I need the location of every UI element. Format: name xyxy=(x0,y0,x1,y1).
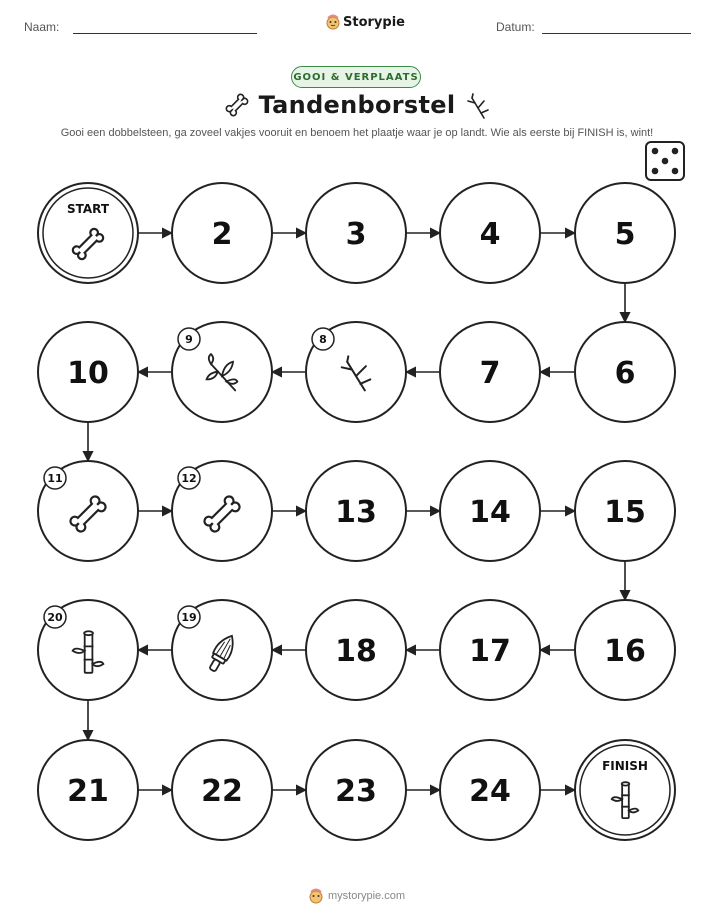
cell-number: 22 xyxy=(201,774,243,809)
cell-number: 17 xyxy=(469,634,511,669)
board-cell xyxy=(38,461,138,561)
cell-number: 13 xyxy=(335,495,377,530)
cell-number: 24 xyxy=(469,774,511,809)
dice-pip xyxy=(652,148,659,155)
cell-label: FINISH xyxy=(602,759,648,773)
board-cell xyxy=(172,740,272,840)
board-cell xyxy=(172,600,272,700)
cell-number: 23 xyxy=(335,774,377,809)
board-cell xyxy=(440,600,540,700)
board-cell xyxy=(306,322,406,422)
board-cell xyxy=(38,600,138,700)
cell-number: 14 xyxy=(469,495,511,530)
cell-number: 15 xyxy=(604,495,646,530)
cell-number: 16 xyxy=(604,634,646,669)
dice-pip xyxy=(652,168,659,175)
board-cell xyxy=(38,183,138,283)
cell-number: 9 xyxy=(185,333,193,346)
cell-label: START xyxy=(66,202,110,216)
board-cell xyxy=(440,461,540,561)
board-cell xyxy=(306,600,406,700)
footer-url[interactable]: mystorypie.com xyxy=(327,890,406,902)
board-cell xyxy=(306,740,406,840)
footer xyxy=(0,888,714,904)
cell-number: 20 xyxy=(47,611,63,624)
board-cell xyxy=(440,740,540,840)
page-title: Tandenborstel xyxy=(258,91,456,119)
board-cell xyxy=(575,600,675,700)
board-cell xyxy=(38,740,138,840)
board-cell xyxy=(440,183,540,283)
cell-number: 3 xyxy=(345,217,367,252)
board-cell xyxy=(172,461,272,561)
cell-number: 11 xyxy=(47,472,63,485)
cell-number: 18 xyxy=(335,634,377,669)
board-cell xyxy=(440,322,540,422)
date-label: Datum: xyxy=(496,20,535,34)
board-cell xyxy=(575,183,675,283)
board-cell xyxy=(306,183,406,283)
brand-name: Storypie xyxy=(343,14,405,30)
dice-pip xyxy=(662,158,669,165)
board-cell xyxy=(575,740,675,840)
board-cell xyxy=(172,183,272,283)
dice-pip xyxy=(672,148,679,155)
cell-number: 12 xyxy=(181,472,197,485)
cell-number: 8 xyxy=(319,333,327,346)
instructions: Gooi een dobbelsteen, ga zoveel vakjes vooruit en benoem het plaatje waar je op landt. Wie als eerste bij FINISH is, wint! xyxy=(60,127,654,139)
cell-number: 7 xyxy=(479,356,501,391)
board-cell xyxy=(575,322,675,422)
cell-number: 10 xyxy=(67,356,109,391)
cell-number: 21 xyxy=(67,774,109,809)
dice-icon xyxy=(646,142,684,180)
game-type-badge: GOOI & VERPLAATS xyxy=(291,66,421,88)
pie-mascot-icon xyxy=(309,888,323,904)
cell-number: 5 xyxy=(614,217,636,252)
board-cell xyxy=(575,461,675,561)
cell-number: 19 xyxy=(181,611,197,624)
board-cell xyxy=(306,461,406,561)
cell-number: 2 xyxy=(211,217,233,252)
cell-number: 6 xyxy=(614,356,636,391)
dice-pip xyxy=(672,168,679,175)
board-cells xyxy=(38,183,675,840)
cell-number: 4 xyxy=(479,217,501,252)
board-cell xyxy=(172,322,272,422)
board-cell xyxy=(38,322,138,422)
name-label: Naam: xyxy=(24,20,60,34)
